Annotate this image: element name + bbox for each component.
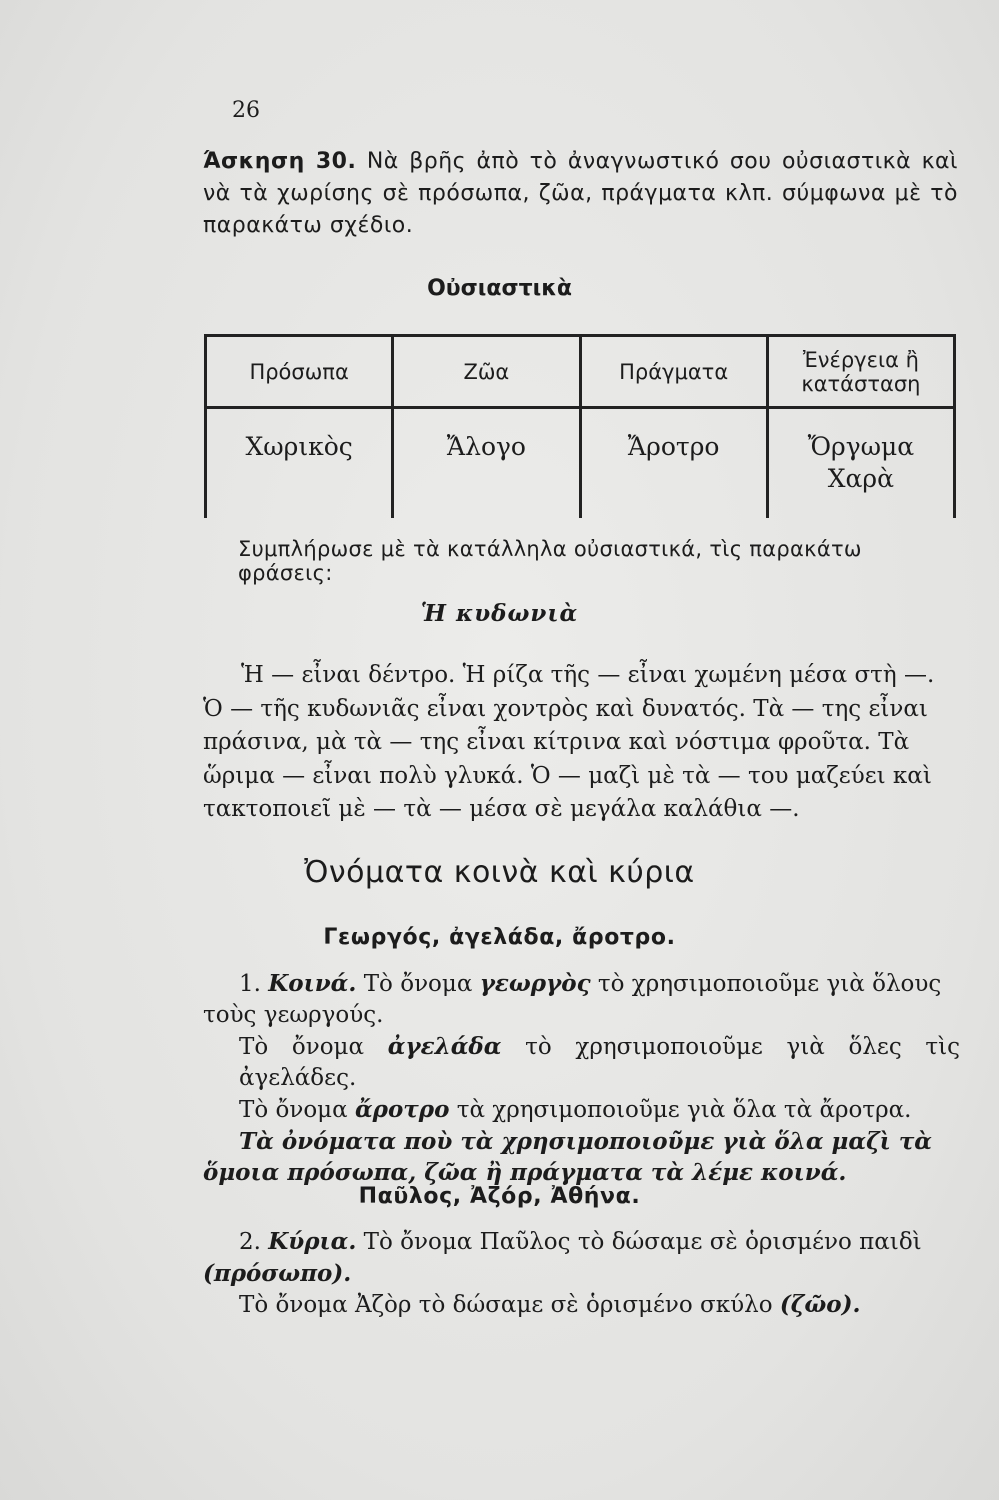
proper-definition xyxy=(203,1226,960,1321)
sentence-part: τοὺς γεωργούς. xyxy=(203,1002,384,1028)
exercise-label: Άσκηση 30. xyxy=(203,149,357,174)
story-text xyxy=(203,659,960,827)
page-number: 26 xyxy=(232,98,260,123)
proper-examples: Παῦλος, Ἀζόρ, Ἀθήνα. xyxy=(358,1184,641,1209)
common-rule: ὅμοια πρόσωπα, ζῶα ἢ πράγματα τὰ λέμε κοινά. xyxy=(203,1159,847,1186)
sentence-part: τὰ χρησιμοποιοῦμε γιὰ ὅλα τὰ ἄροτρα. xyxy=(456,1097,912,1123)
table-title: Οὐσιαστικὰ xyxy=(427,276,572,301)
emphasized-word: γεωργὸς xyxy=(479,970,591,997)
story-line: πράσινα, μὰ τὰ — της εἶναι κίτρινα καὶ νόστιμα φροῦτα. Τὰ xyxy=(203,729,910,755)
example-person: Χωρικὸς xyxy=(206,408,393,518)
example-action: Ὄργωμα Χαρὰ xyxy=(767,408,954,518)
exercise-instruction xyxy=(203,146,958,242)
sentence-part: Τὸ ὄνομα xyxy=(239,1034,365,1060)
exercise-text: Νὰ βρῆς ἀπὸ τὸ ἀναγνωστικό σου οὐσιαστικὰ καὶ νὰ τὰ χωρίσης σὲ πρόσωπα, ζῶα, πράγματα κλπ. σύμφωνα μὲ τὸ παρακάτω σχέδιο. xyxy=(203,149,958,238)
common-definition xyxy=(203,968,960,1188)
header-things: Πράγματα xyxy=(580,336,767,408)
story-title: Ἡ κυδωνιὰ xyxy=(420,600,579,627)
fill-instruction: Συμπλήρωσε μὲ τὰ κατάλληλα οὐσιαστικά, τὶς παρακάτω φράσεις: xyxy=(238,537,862,585)
story-line: ὥριμα — εἶναι πολὺ γλυκά. Ὁ — μαζὶ μὲ τὰ — του μαζεύει καὶ xyxy=(203,762,932,789)
story-line: Ὁ — τῆς κυδωνιᾶς εἶναι χοντρὸς καὶ δυνατός. Τὰ — της εἶναι xyxy=(203,695,928,722)
item-number: 2. xyxy=(239,1229,261,1255)
sentence-part: Τὸ ὄνομα Παῦλος τὸ δώσαμε σὲ ὁρισμένο παιδὶ xyxy=(363,1229,922,1255)
sentence-part: τὸ χρησιμοποιοῦμε γιὰ ὅλους xyxy=(597,971,942,997)
header-persons: Πρόσωπα xyxy=(206,336,393,408)
example-animal: Ἄλογο xyxy=(393,408,580,518)
common-rule: Τὰ ὀνόματα ποὺ τὰ χρησιμοποιοῦμε γιὰ ὅλα μαζὶ τὰ xyxy=(239,1128,932,1155)
note: (πρόσωπο). xyxy=(203,1260,352,1287)
emphasized-word: ἄροτρο xyxy=(354,1096,450,1123)
common-label: Κοινά. xyxy=(268,970,357,997)
item-number: 1. xyxy=(239,971,261,997)
sentence-part: τὸ χρησιμοποιοῦμε γιὰ ὅλες τὶς ἀγελάδες. xyxy=(239,1034,961,1091)
emphasized-word: ἀγελάδα xyxy=(387,1033,502,1060)
sentence-part: Τὸ ὄνομα xyxy=(363,971,473,997)
section-title: Ὀνόματα κοινὰ καὶ κύρια xyxy=(304,855,695,890)
note: (ζῶο). xyxy=(779,1291,861,1318)
story-line: τακτοποιεῖ μὲ — τὰ — μέσα σὲ μεγάλα καλάθια —. xyxy=(203,796,800,822)
proper-label: Κύρια. xyxy=(268,1228,357,1255)
common-examples: Γεωργός, ἀγελάδα, ἄροτρο. xyxy=(323,925,676,950)
example-thing: Ἄροτρο xyxy=(580,408,767,518)
sentence-part: Τὸ ὄνομα Ἀζὸρ τὸ δώσαμε σὲ ὁρισμένο σκύλο xyxy=(239,1292,773,1318)
sentence-part: Τὸ ὄνομα xyxy=(239,1097,348,1123)
header-actions: Ἐνέργεια ἢ κατάσταση xyxy=(767,336,954,408)
header-animals: Ζῶα xyxy=(393,336,580,408)
story-line: Ἡ — εἶναι δέντρο. Ἡ ρίζα τῆς — εἶναι χωμένη μέσα στὴ —. xyxy=(241,662,935,688)
nouns-table xyxy=(204,334,956,518)
